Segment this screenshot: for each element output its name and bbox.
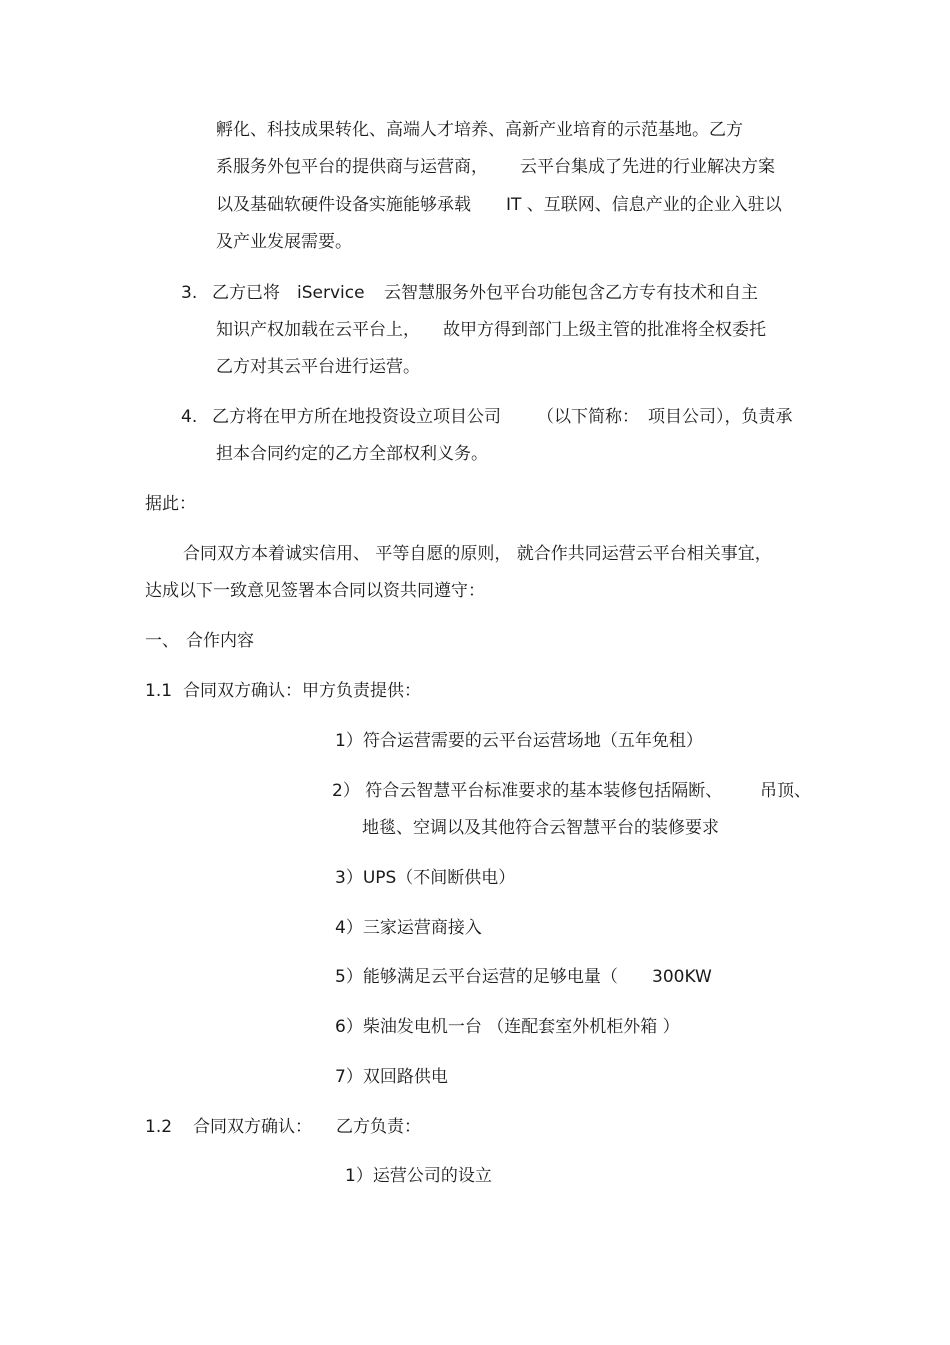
item3-line-3: 乙方对其云平台进行运营。 (216, 357, 420, 377)
clause-1-1-item-1: 1）符合运营需要的云平台运营场地（五年免租） (335, 731, 703, 751)
item4-line-1c: 项目公司），负责承 (648, 407, 793, 427)
item3-line-2a: 知识产权加载在云平台上， (216, 320, 420, 340)
item4-line-1b: （以下简称： (537, 407, 639, 427)
intro-line-3a: 以及基础软硬件设备实施能够承载 (216, 195, 471, 215)
clause-1-1-item-2c: 地毯、空调以及其他符合云智慧平台的装修要求 (362, 818, 719, 838)
clause-1-1-item-4: 4）三家运营商接入 (335, 918, 482, 938)
clause-1-2-text-b: 乙方负责： (336, 1117, 421, 1137)
item4-number: 4. (181, 407, 198, 427)
clause-1-1-item-2a: 2） 符合云智慧平台标准要求的基本装修包括隔断、 (332, 781, 723, 801)
item3-line-1a: 乙方已将 (212, 283, 280, 303)
intro-line-2b: 云平台集成了先进的行业解决方案 (520, 157, 775, 177)
clause-1-1-item-3: 3）UPS（不间断供电） (335, 868, 516, 888)
clause-1-1-text: 合同双方确认：甲方负责提供： (183, 681, 421, 701)
item4-line-1a: 乙方将在甲方所在地投资设立项目公司 (212, 407, 501, 427)
clause-1-2-item-1: 1）运营公司的设立 (345, 1166, 492, 1186)
clause-1-1-item-6: 6）柴油发电机一台 （连配套室外机柜外箱 ） (335, 1017, 680, 1037)
clause-1-1-number: 1.1 (145, 681, 173, 701)
clause-1-1-item-2b: 吊顶、 (760, 781, 811, 801)
accordingly-text: 据此： (145, 494, 196, 514)
intro-line-3b: IT 、互联网、信息产业的企业入驻以 (506, 195, 782, 215)
clause-1-2-text-a: 合同双方确认： (193, 1117, 312, 1137)
intro-line-1: 孵化、科技成果转化、高端人才培养、高新产业培育的示范基地。乙方 (216, 120, 743, 140)
item3-number: 3. (181, 283, 198, 303)
clause-1-2-number: 1.2 (145, 1117, 173, 1137)
clause-1-1-item-5b: 300KW (652, 967, 712, 987)
item3-line-2b: 故甲方得到部门上级主管的批准将全权委托 (443, 320, 766, 340)
intro-line-4: 及产业发展需要。 (216, 232, 352, 252)
clause-1-1-item-5a: 5）能够满足云平台运营的足够电量（ (335, 967, 618, 987)
item3-line-1b: iService (297, 283, 365, 303)
preamble-line-1: 合同双方本着诚实信用、 平等自愿的原则， 就合作共同运营云平台相关事宜， (183, 544, 772, 564)
item4-line-2: 担本合同约定的乙方全部权利义务。 (216, 444, 488, 464)
item3-line-1c: 云智慧服务外包平台功能包含乙方专有技术和自主 (384, 283, 758, 303)
section-title: 合作内容 (186, 631, 254, 651)
preamble-line-2: 达成以下一致意见签署本合同以资共同遵守： (145, 581, 485, 601)
section-number: 一、 (145, 631, 179, 651)
clause-1-1-item-7: 7）双回路供电 (335, 1067, 448, 1087)
intro-line-2a: 系服务外包平台的提供商与运营商， (216, 157, 488, 177)
